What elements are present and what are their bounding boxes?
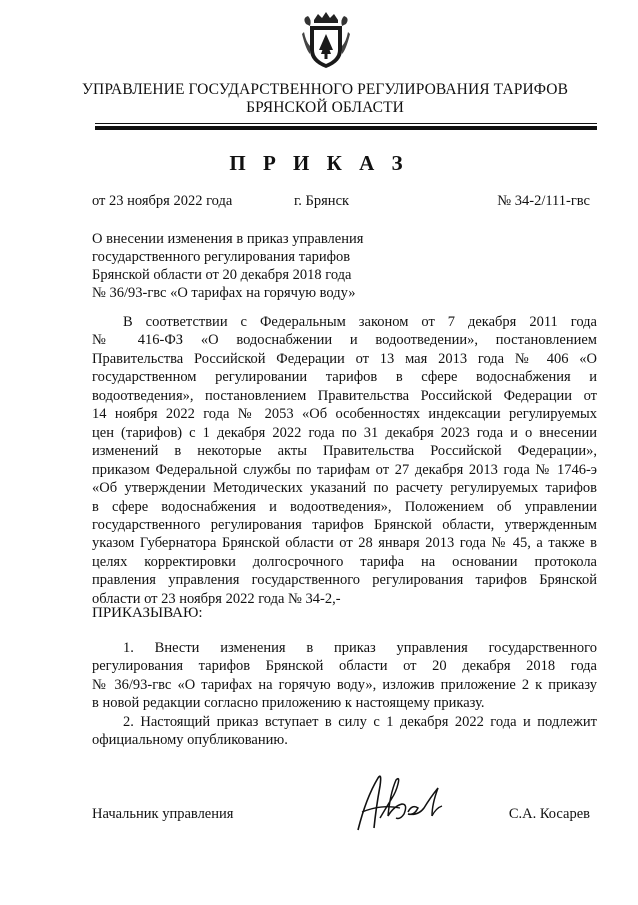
subject-line: государственного регулирования тарифов: [92, 249, 351, 265]
order-item-2: [92, 713, 597, 750]
preamble-line: области от 23 ноября 2022 года № 34-2,-: [92, 590, 341, 607]
organization-name-line1: УПРАВЛЕНИЕ ГОСУДАРСТВЕННОГО РЕГУЛИРОВАНИЯ ТАРИФОВ: [81, 81, 569, 98]
preamble-line: указом Губернатора Брянской области от 28 января 2013 года № 45, а также в: [92, 535, 597, 552]
order-item-line: в новой редакции согласно приложению к настоящему приказу.: [92, 695, 485, 712]
preamble-line: цен (тарифов) с 1 декабря 2022 года по 31 декабря 2023 года и о внесении: [92, 424, 597, 441]
handwritten-signature-icon: [352, 768, 452, 838]
preamble-line: правления управления государственного регулирования тарифов Брянской: [92, 572, 597, 589]
preamble-line: приказом Федеральной службы по тарифам от 27 декабря 2013 года № 1746-э: [92, 461, 597, 478]
decree-heading: ПРИКАЗЫВАЮ:: [92, 605, 203, 621]
order-item-line: № 36/93-гвс «О тарифах на горячую воду», изложив приложение 2 к приказу: [92, 676, 597, 693]
document-date: от 23 ноября 2022 года: [92, 193, 233, 209]
preamble-line: «Об утверждении Методических указаний по расчету регулируемых тарифов: [92, 480, 597, 497]
header-divider-thick: [95, 126, 597, 130]
preamble-line: № 416-ФЗ «О водоснабжении и водоотведении», постановлением: [92, 332, 597, 349]
document-city: г. Брянск: [294, 193, 350, 209]
order-item-line: 1. Внести изменения в приказ управления государственного: [123, 640, 597, 656]
order-item-line: регулирования тарифов Брянской области от 20 декабря 2018 года: [92, 658, 597, 675]
preamble-line: государственном регулировании тарифов в сфере водоснабжения и: [92, 369, 597, 386]
preamble-line: государственного регулирования тарифов Брянской области, утвержденным: [92, 516, 597, 533]
document-title: П Р И К А З: [229, 151, 409, 175]
preamble-line: водоотведения», постановлением Правительства Российской Федерации от: [92, 387, 597, 404]
preamble-line: В соответствии с Федеральным законом от 7 декабря 2011 года: [123, 314, 597, 330]
signatory-name: С.А. Косарев: [508, 806, 590, 822]
preamble-line: в сфере водоснабжения и водоотведения», Положением об управлении: [92, 498, 597, 515]
subject-line: № 36/93-гвс «О тарифах на горячую воду»: [92, 285, 356, 301]
header-divider-thin: [95, 123, 597, 124]
order-item-1: [92, 639, 597, 713]
subject-line: Брянской области от 20 декабря 2018 года: [92, 267, 352, 283]
organization-name-line2: БРЯНСКОЙ ОБЛАСТИ: [246, 99, 404, 116]
document-subject: [92, 230, 412, 302]
preamble-line: 14 ноября 2022 года № 2053 «Об особенностях индексации регулируемых: [92, 406, 597, 423]
subject-line: О внесении изменения в приказ управления: [92, 231, 364, 247]
preamble-line: изменений в некоторые акты Правительства Российской Федерации»,: [92, 443, 597, 460]
order-item-line: официальному опубликованию.: [92, 732, 288, 749]
order-item-line: 2. Настоящий приказ вступает в силу с 1 декабря 2022 года и подлежит: [123, 714, 597, 730]
coat-of-arms-icon: [300, 10, 352, 72]
preamble-paragraph: [92, 313, 597, 608]
document-number: № 34-2/111-гвс: [497, 193, 590, 209]
signatory-position: Начальник управления: [92, 806, 234, 822]
preamble-line: Правительства Российской Федерации от 13 мая 2013 года № 406 «О: [92, 350, 597, 367]
preamble-line: целях корректировки долгосрочного тарифа на основании протокола: [92, 553, 597, 570]
